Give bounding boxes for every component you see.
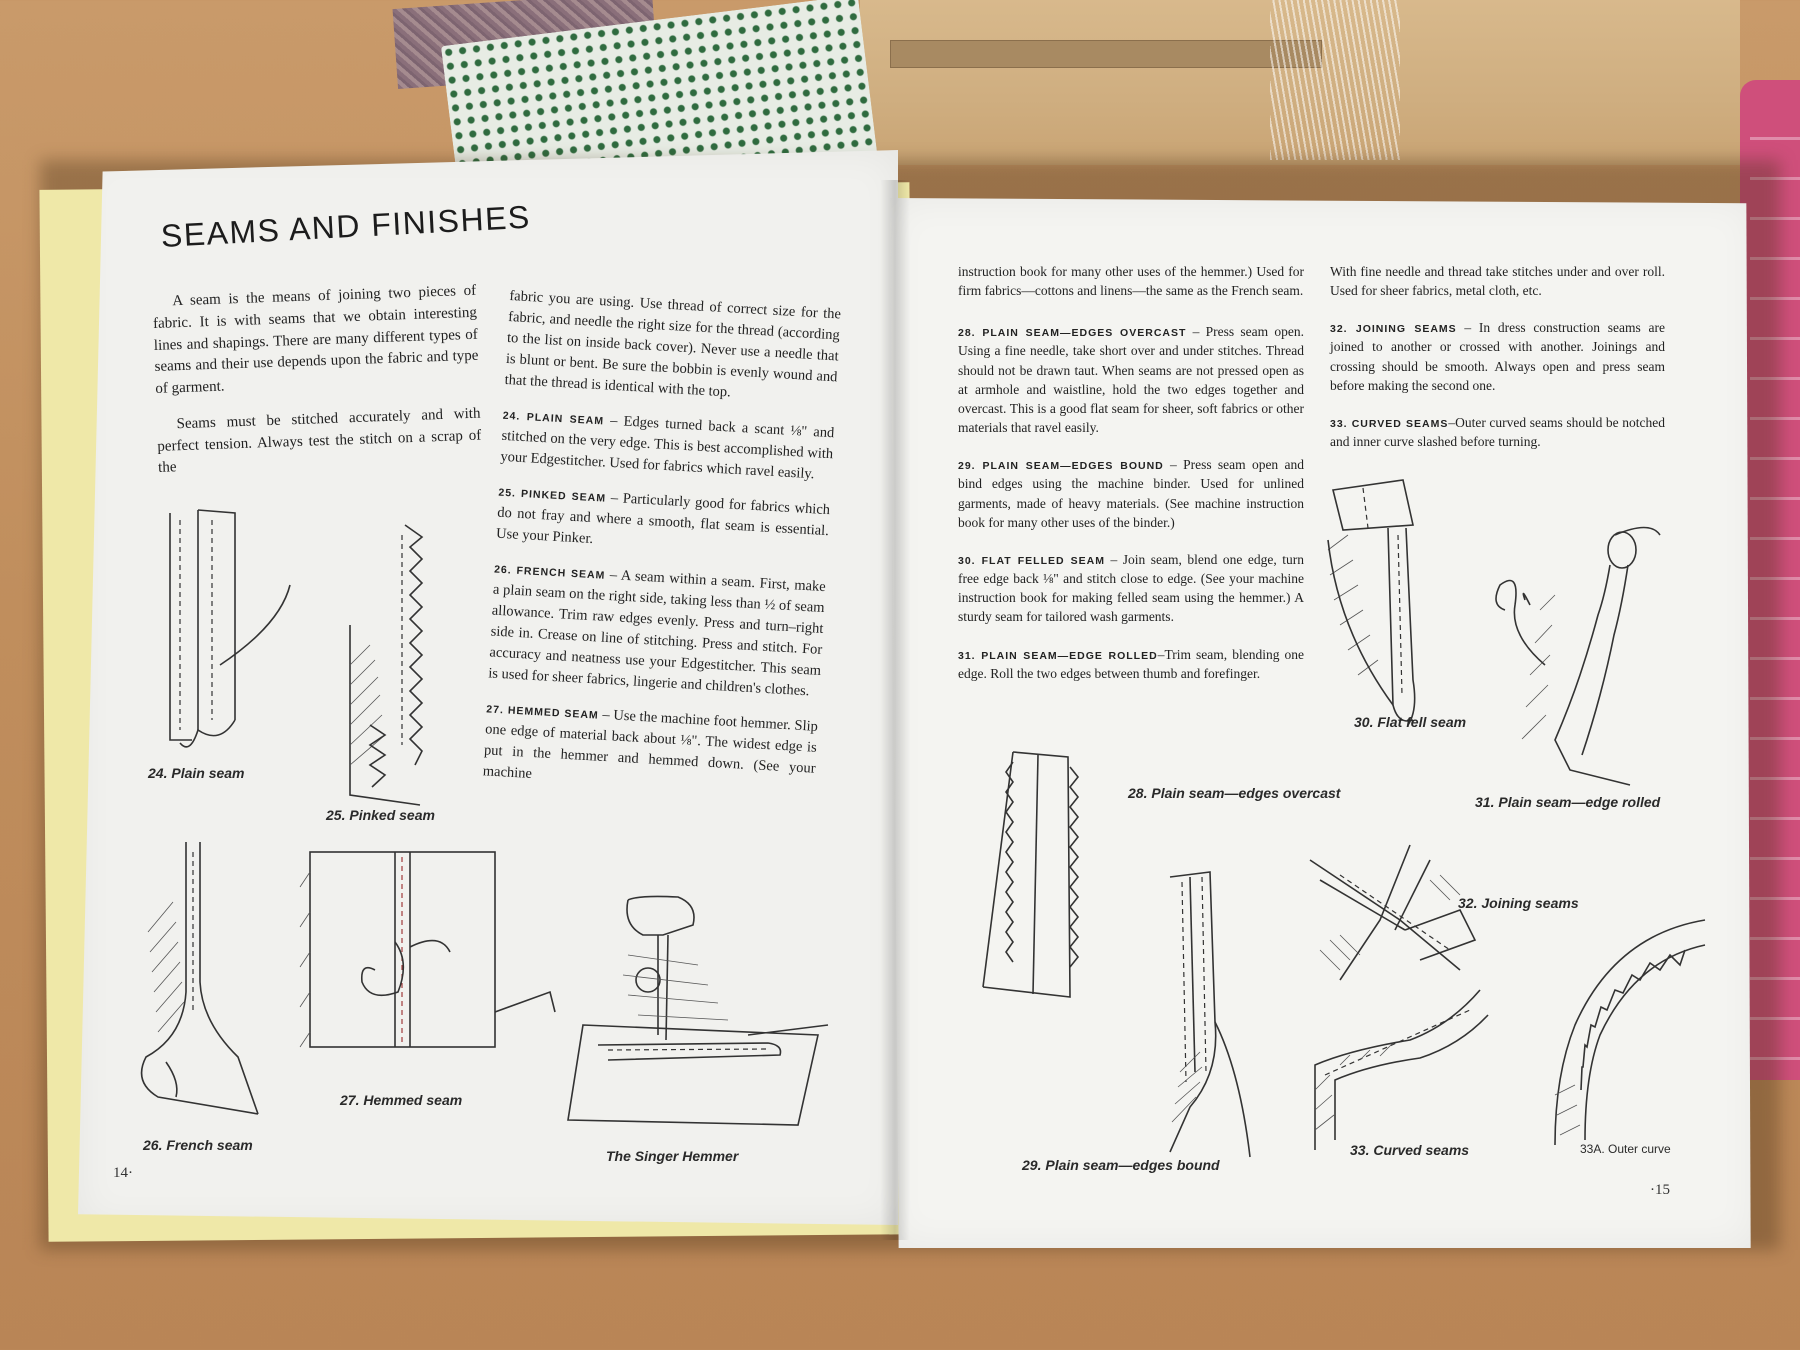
page-title: SEAMS AND FINISHES <box>160 198 532 254</box>
edges-overcast-seam-illustration <box>978 752 1088 1010</box>
thread-bundle <box>1270 0 1400 160</box>
edges-bound-seam-illustration <box>1160 872 1260 1157</box>
item-24: 24. PLAIN SEAM – Edges turned back a scant ⅛" and stitched on the very edge. This is best accomplished with your Edgestitcher. Used for fabrics which ravel easily. <box>500 409 835 483</box>
page-number-right: ·15 <box>1650 1182 1670 1198</box>
item-28: 28. PLAIN SEAM—EDGES OVERCAST – Press seam open. Using a fine needle, take short over and under stitches. Thread should not be drawn taut. When seams are not pressed open as at armhole and waistline, hold the two edges together and overcast. This is a good flat seam for sheer, soft fabrics or other materials that ravel easily. <box>958 324 1304 436</box>
plain-seam-illustration <box>150 505 300 760</box>
intro-paragraph: A seam is the means of joining two pieces of fabric. It is with seams that we obtain interesting lines and shapings. There are many different types of seams and their use depends upon the fabric and type of garment. <box>152 282 479 397</box>
page-gutter <box>880 180 910 1240</box>
flat-fell-seam-illustration <box>1318 480 1478 735</box>
item-26: 26. FRENCH SEAM – A seam within a seam. First, make a plain seam on the right side, taking less than ½ of seam allowance. Trim raw edges evenly. Press and turn–right side in. Crease on line of stitching. Press and stitch. For accuracy and neatness use your Edgestitcher. This seam is used for sheer fabrics, lingerie and children's clothes. <box>487 563 827 700</box>
edge-rolled-seam-illustration <box>1510 515 1650 790</box>
caption-27: 27. Hemmed seam <box>340 1092 463 1108</box>
item-32: 32. JOINING SEAMS – In dress construction seams are joined to another or crossed with another. Joinings and crossing should be smooth. Always open and press seam before making the second one. <box>1330 320 1665 393</box>
caption-32: 32. Joining seams <box>1458 895 1579 911</box>
item-31: 31. PLAIN SEAM—EDGE ROLLED–Trim seam, blending one edge. Roll the two edges between thumb and forefinger. <box>958 646 1305 681</box>
item-29: 29. PLAIN SEAM—EDGES BOUND – Press seam open and bind edges using the machine binder. Used for unlined garments, made of heavy materials. (See machine instruction book for many other uses of the binder.) <box>958 457 1304 530</box>
caption-33: 33. Curved seams <box>1350 1142 1470 1158</box>
right-col1 <box>958 262 1304 697</box>
right-col2 <box>1330 262 1665 465</box>
intro-paragraph-2: Seams must be stitched accurately and with perfect tension. Always test the stitch on a scrap of the <box>157 405 482 477</box>
page-number-left: 14· <box>113 1165 133 1181</box>
caption-hemmer: The Singer Hemmer <box>606 1148 739 1164</box>
right-col1-intro: instruction book for many other uses of the hemmer.) Used for firm fabrics—cottons and linens—the same as the French seam. <box>958 264 1304 299</box>
outer-curve-illustration <box>1535 915 1710 1150</box>
left-col2 <box>481 286 841 815</box>
french-seam-illustration <box>138 842 268 1122</box>
singer-hemmer-illustration <box>568 895 828 1125</box>
caption-29: 29. Plain seam—edges bound <box>1022 1157 1220 1173</box>
curved-seams-illustration <box>1310 970 1490 1150</box>
caption-30: 30. Flat fell seam <box>1354 714 1467 730</box>
caption-25: 25. Pinked seam <box>326 807 435 823</box>
caption-28: 28. Plain seam—edges overcast <box>1128 785 1341 801</box>
item-25: 25. PINKED SEAM – Particularly good for fabrics which do not fray and where a smooth, flat seam is essential. Use your Pinker. <box>495 486 831 548</box>
ruler <box>890 40 1322 68</box>
caption-26: 26. French seam <box>143 1137 253 1153</box>
right-col2-intro: With fine needle and thread take stitches under and over roll. Used for sheer fabrics, metal cloth, etc. <box>1330 264 1665 299</box>
item-27: 27. HEMMED SEAM – Use the machine foot hemmer. Slip one edge of material back about ⅛". The widest edge is put in the hemmer and hemmed down. (See your machine <box>482 703 819 783</box>
col2-intro: fabric you are using. Use thread of correct size for the fabric, and needle the right size for the thread (according to the list on inside back cover). Never use a needle that is blunt or bent. Be sure the bobbin is evenly wound and that the thread is identical with the top. <box>504 287 842 401</box>
item-33: 33. CURVED SEAMS–Outer curved seams should be notched and inner curve slashed before turning. <box>1330 414 1665 450</box>
hemmed-seam-illustration <box>300 852 555 1062</box>
left-col1 <box>152 281 483 494</box>
caption-33a: 33A. Outer curve <box>1580 1142 1671 1156</box>
caption-24: 24. Plain seam <box>148 765 245 781</box>
pinked-seam-illustration <box>330 525 450 805</box>
caption-31: 31. Plain seam—edge rolled <box>1475 794 1661 810</box>
item-30: 30. FLAT FELLED SEAM – Join seam, blend one edge, turn free edge back ⅛" and stitch close to edge. (See your machine instruction book for making felled seam using the hemmer.) A sturdy seam for tailored wash garments. <box>958 551 1304 625</box>
